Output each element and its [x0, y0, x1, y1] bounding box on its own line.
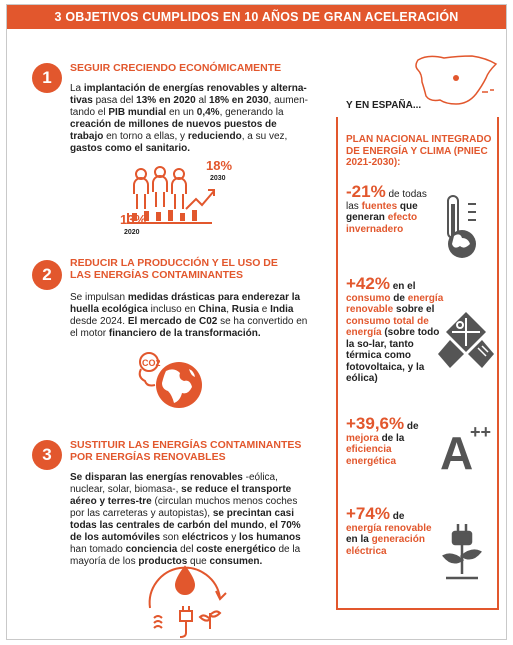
- stat-emissions: [346, 182, 438, 235]
- stat-text-segment: de: [404, 421, 419, 432]
- text-segment: implantación de energías renovables y alterna-tivas: [70, 83, 307, 106]
- text-segment: gastos como el sanitario.: [70, 143, 191, 154]
- text-segment: ,: [263, 520, 270, 531]
- text-segment: Rusia: [231, 304, 259, 315]
- stat-text-segment: sobre el: [393, 304, 435, 315]
- stat-value: +74%: [346, 504, 390, 523]
- stat-text-segment: eficiencia energética: [346, 444, 397, 467]
- stat-text-segment: energía renovable: [346, 522, 432, 534]
- text-segment: e: [258, 304, 271, 315]
- stat-text-segment: de: [390, 292, 408, 304]
- text-segment: pasa del: [92, 95, 137, 106]
- text-segment: ,: [226, 304, 232, 315]
- text-segment: eléctricos: [181, 532, 229, 543]
- section-1-number: 1: [32, 63, 62, 93]
- text-segment: El mercado de C02: [127, 316, 218, 327]
- text-segment: han tomado: [70, 544, 126, 555]
- text-segment: medidas drásticas para enderezar la huella ecológica: [70, 292, 301, 315]
- text-segment: La: [70, 83, 84, 94]
- text-segment: se ha convertido en el motor: [70, 316, 308, 339]
- stat-text-segment: en la: [346, 534, 372, 545]
- stat-text-segment: fuentes: [361, 200, 398, 212]
- section-2-body: [70, 292, 308, 340]
- text-segment: PIB mundial: [108, 107, 167, 118]
- growth-to-pct: 18%: [206, 158, 233, 173]
- stat-text-segment: (sobre todo la so-lar, tanto térmica como fotovoltaica, y la eólica): [346, 327, 440, 384]
- section-1-title: SEGUIR CRECIENDO ECONÓMICAMENTE: [70, 62, 282, 74]
- spain-map-icon: [412, 52, 502, 112]
- energy-rating-plus: ++: [470, 422, 492, 442]
- growth-from-year: 2020: [124, 229, 140, 236]
- text-segment: 13% en 2020: [136, 95, 196, 106]
- text-segment: incluso en: [147, 304, 199, 315]
- text-segment: Se impulsan: [70, 292, 128, 303]
- stat-efficiency: [346, 414, 438, 467]
- text-segment: de la mayoría de los: [70, 544, 301, 567]
- stat-value: +39,6%: [346, 414, 405, 433]
- text-segment: en torno a ellas, y: [103, 131, 188, 142]
- text-segment: , aumen-tando el: [70, 95, 308, 118]
- co2-earth-icon: [134, 345, 214, 415]
- stat-text-segment: consumo total de energía: [346, 315, 429, 338]
- text-segment: desde 2024.: [70, 316, 128, 327]
- text-segment: China: [198, 304, 227, 315]
- text-segment: son: [160, 532, 182, 543]
- text-segment: Se disparan las energías renovables: [70, 472, 243, 483]
- text-segment: , a su vez,: [241, 131, 288, 142]
- pniec-title: PLAN NACIONAL INTEGRADO DE ENERGÍA Y CLIMA (PNIEC 2021-2030):: [346, 134, 492, 168]
- stat-text-segment: energía renovable: [346, 292, 444, 315]
- renewable-energy-icon: [438, 310, 494, 370]
- text-segment: los humanos: [238, 532, 301, 543]
- text-segment: reduciendo: [187, 131, 242, 142]
- stat-text-segment: generación eléctrica: [346, 534, 425, 557]
- section-3-body: [70, 472, 308, 568]
- text-segment: el 70% de los automóviles: [70, 520, 301, 543]
- text-segment: coste energético: [196, 544, 276, 555]
- text-segment: financiero de la transformación.: [108, 328, 261, 339]
- energy-rating-letter: A: [440, 427, 474, 479]
- section-2-title: REDUCIR LA PRODUCCIÓN Y EL USO DE LAS ENERGÍAS CONTAMINANTES: [70, 257, 278, 281]
- energy-rating-icon: [440, 422, 500, 483]
- section-3-number: 3: [32, 440, 62, 470]
- stat-renewable-consumption: [346, 274, 446, 385]
- text-segment: y: [228, 532, 239, 543]
- text-segment: 0,4%: [196, 107, 220, 118]
- growth-to-year: 2030: [210, 175, 226, 182]
- stat-text-segment: de todas las: [346, 189, 427, 212]
- text-segment: del: [177, 544, 197, 555]
- text-segment: (circulan muchos menos coches por las carreteras y autopistas),: [70, 496, 298, 519]
- section-3-title: SUSTITUIR LAS ENERGÍAS CONTAMINANTES POR ENERGÍAS RENOVABLES: [70, 439, 302, 463]
- text-segment: , generando la: [219, 107, 284, 118]
- text-segment: 18% en 2030: [209, 95, 269, 106]
- growth-from-pct: 13%: [120, 212, 147, 227]
- stat-text-segment: efecto invernadero: [346, 212, 418, 235]
- stat-text-segment: de: [389, 511, 405, 522]
- section-2-number: 2: [32, 260, 62, 290]
- text-segment: India: [270, 304, 294, 315]
- section-1-body: [70, 83, 308, 155]
- stat-value: +42%: [346, 274, 390, 293]
- stat-text-segment: mejora: [346, 432, 379, 444]
- thermometer-earth-icon: [432, 192, 492, 262]
- spain-label: Y EN ESPAÑA...: [346, 100, 422, 111]
- page-title: 3 OBJETIVOS CUMPLIDOS EN 10 AÑOS DE GRAN ACELERACIÓN: [7, 5, 506, 29]
- stat-value: -21%: [346, 182, 386, 201]
- text-segment: -eólica, nuclear, solar, biomasa-,: [70, 472, 278, 495]
- text-segment: al: [195, 95, 210, 106]
- text-segment: conciencia: [125, 544, 178, 555]
- stat-text-segment: consumo: [346, 292, 391, 304]
- text-segment: en un: [166, 107, 197, 118]
- co2-label: CO2: [142, 358, 161, 368]
- renewable-cycle-icon: [140, 563, 230, 638]
- stat-text-segment: que generan: [346, 200, 418, 223]
- text-segment: que: [187, 556, 210, 567]
- text-segment: consumen.: [209, 556, 263, 567]
- text-segment: productos: [138, 556, 188, 567]
- text-segment: se reduce el transporte aéreo y terres-tre: [70, 484, 292, 507]
- stat-text-segment: de la: [378, 432, 405, 444]
- text-segment: se precintan casi todas las centrales de carbón del mundo: [70, 508, 294, 531]
- plug-plant-icon: [436, 522, 492, 582]
- stat-text-segment: en el: [389, 281, 416, 292]
- text-segment: creación de millones de nuevos puestos de trabajo: [70, 119, 277, 142]
- stat-renewable-generation: [346, 504, 438, 557]
